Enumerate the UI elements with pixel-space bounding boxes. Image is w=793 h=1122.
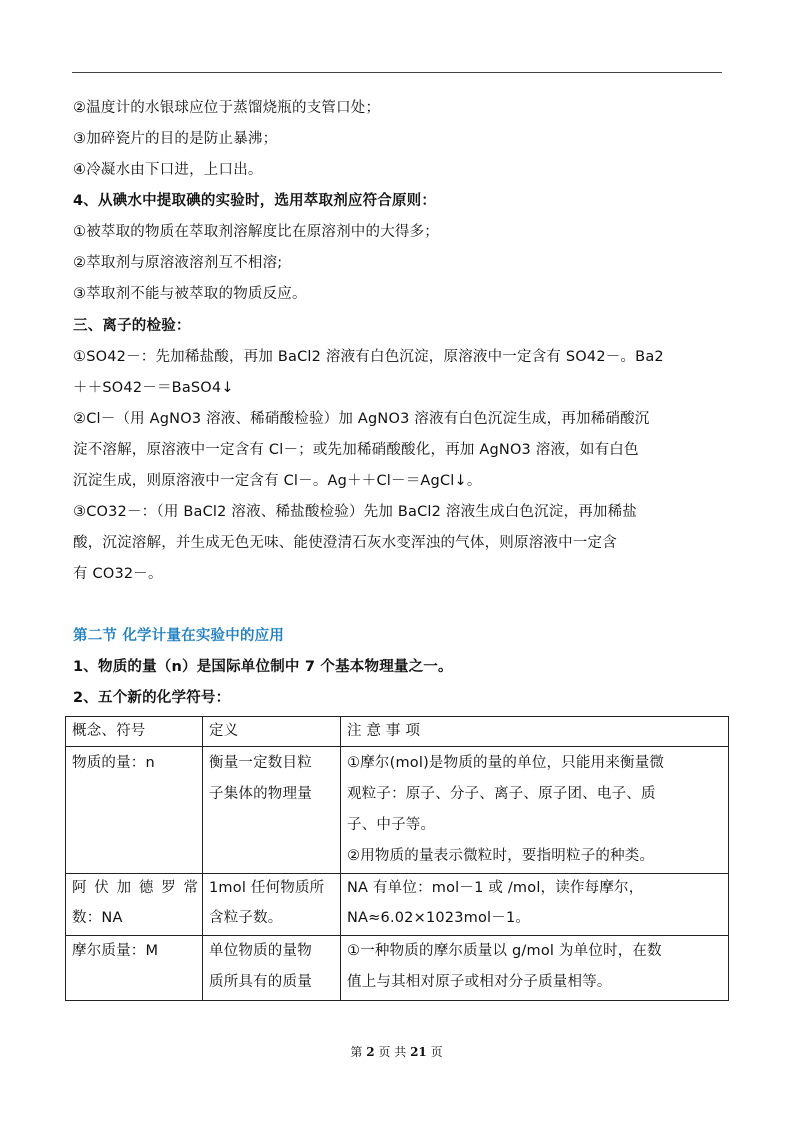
- table-cell: 观粒子：原子、分子、离子、原子团、电子、质: [347, 786, 656, 802]
- footer-prefix: 第: [350, 1045, 363, 1059]
- body-line: 有 CO32－。: [73, 566, 163, 582]
- table-cell: NA 有单位：mol－1 或 /mol，读作每摩尔，: [347, 880, 644, 896]
- table-cell: 物质的量：n: [72, 755, 155, 771]
- table-header-concept: 概念、符号: [72, 723, 146, 739]
- body-line: ③加碎瓷片的目的是防止暴沸；: [73, 131, 278, 147]
- body-line: 酸，沉淀溶解，并生成无色无味、能使澄清石灰水变浑浊的气体，则原溶液中一定含: [73, 535, 617, 551]
- total-pages: 21: [410, 1045, 427, 1059]
- body-line: ③CO32－：（用 BaCl2 溶液、稀盐酸检验）先加 BaCl2 溶液生成白色沉淀，再加稀盐: [73, 504, 637, 520]
- body-line: 沉淀生成，则原溶液中一定含有 Cl－。Ag＋＋Cl－＝AgCl↓。: [73, 473, 482, 489]
- body-line: ②萃取剂与原溶液溶剂互不相溶;: [73, 255, 283, 271]
- table-cell: 摩尔质量：M: [72, 943, 159, 959]
- body-line: ④冷凝水由下口进，上口出。: [73, 162, 263, 178]
- page-number: 2: [366, 1045, 375, 1059]
- point-2: 2、五个新的化学符号：: [73, 690, 231, 706]
- section-heading: 三、离子的检验：: [73, 318, 191, 334]
- body-line: ①SO42－：先加稀盐酸，再加 BaCl2 溶液有白色沉淀，原溶液中一定含有 SO42－。Ba2: [73, 349, 664, 365]
- table-cell: 子、中子等。: [347, 817, 436, 833]
- table-cell: 质所具有的质量: [209, 974, 312, 990]
- table-cell: 值上与其相对原子或相对分子质量相等。: [347, 974, 612, 990]
- table-header-notes: 注 意 事 项: [347, 723, 421, 739]
- table-cell: 1mol 任何物质所: [209, 880, 325, 896]
- table-cell: ①一种物质的摩尔质量以 g/mol 为单位时，在数: [347, 943, 662, 959]
- table-cell: 阿 伏 加 德 罗 常: [72, 880, 200, 896]
- table-cell: 数：NA: [72, 910, 123, 926]
- section-title: 第二节 化学计量在实验中的应用: [73, 628, 285, 644]
- body-line: 淀不溶解，原溶液中一定含有 Cl－；或先加稀硝酸酸化，再加 AgNO3 溶液，如有白色: [73, 442, 639, 458]
- header-rule: [72, 72, 722, 73]
- table-cell: ②用物质的量表示微粒时，要指明粒子的种类。: [347, 848, 655, 864]
- subheading: 4、从碘水中提取碘的实验时，选用萃取剂应符合原则：: [73, 193, 437, 209]
- footer-middle: 页 共: [378, 1045, 407, 1059]
- footer-suffix: 页: [430, 1045, 443, 1059]
- table-cell: ①摩尔(mol)是物质的量的单位，只能用来衡量微: [347, 755, 665, 771]
- table-header-definition: 定义: [209, 723, 239, 739]
- table-cell: 子集体的物理量: [209, 786, 312, 802]
- page-footer: [0, 1043, 793, 1060]
- body-line: ②Cl－（用 AgNO3 溶液、稀硝酸检验）加 AgNO3 溶液有白色沉淀生成，再加稀硝酸沉: [73, 411, 650, 427]
- table-cell: 含粒子数。: [209, 910, 283, 926]
- body-line: ＋＋SO42－＝BaSO4↓: [73, 380, 234, 396]
- point-1: 1、物质的量（n）是国际单位制中 7 个基本物理量之一。: [73, 659, 453, 675]
- table-cell: 衡量一定数目粒: [209, 755, 312, 771]
- body-line: ①被萃取的物质在萃取剂溶解度比在原溶剂中的大得多；: [73, 224, 439, 240]
- body-line: ②温度计的水银球应位于蒸馏烧瓶的支管口处；: [73, 100, 381, 116]
- table-cell: 单位物质的量物: [209, 943, 312, 959]
- table-cell: NA≈6.02×1023mol－1。: [347, 910, 531, 926]
- body-line: ③萃取剂不能与被萃取的物质反应。: [73, 286, 307, 302]
